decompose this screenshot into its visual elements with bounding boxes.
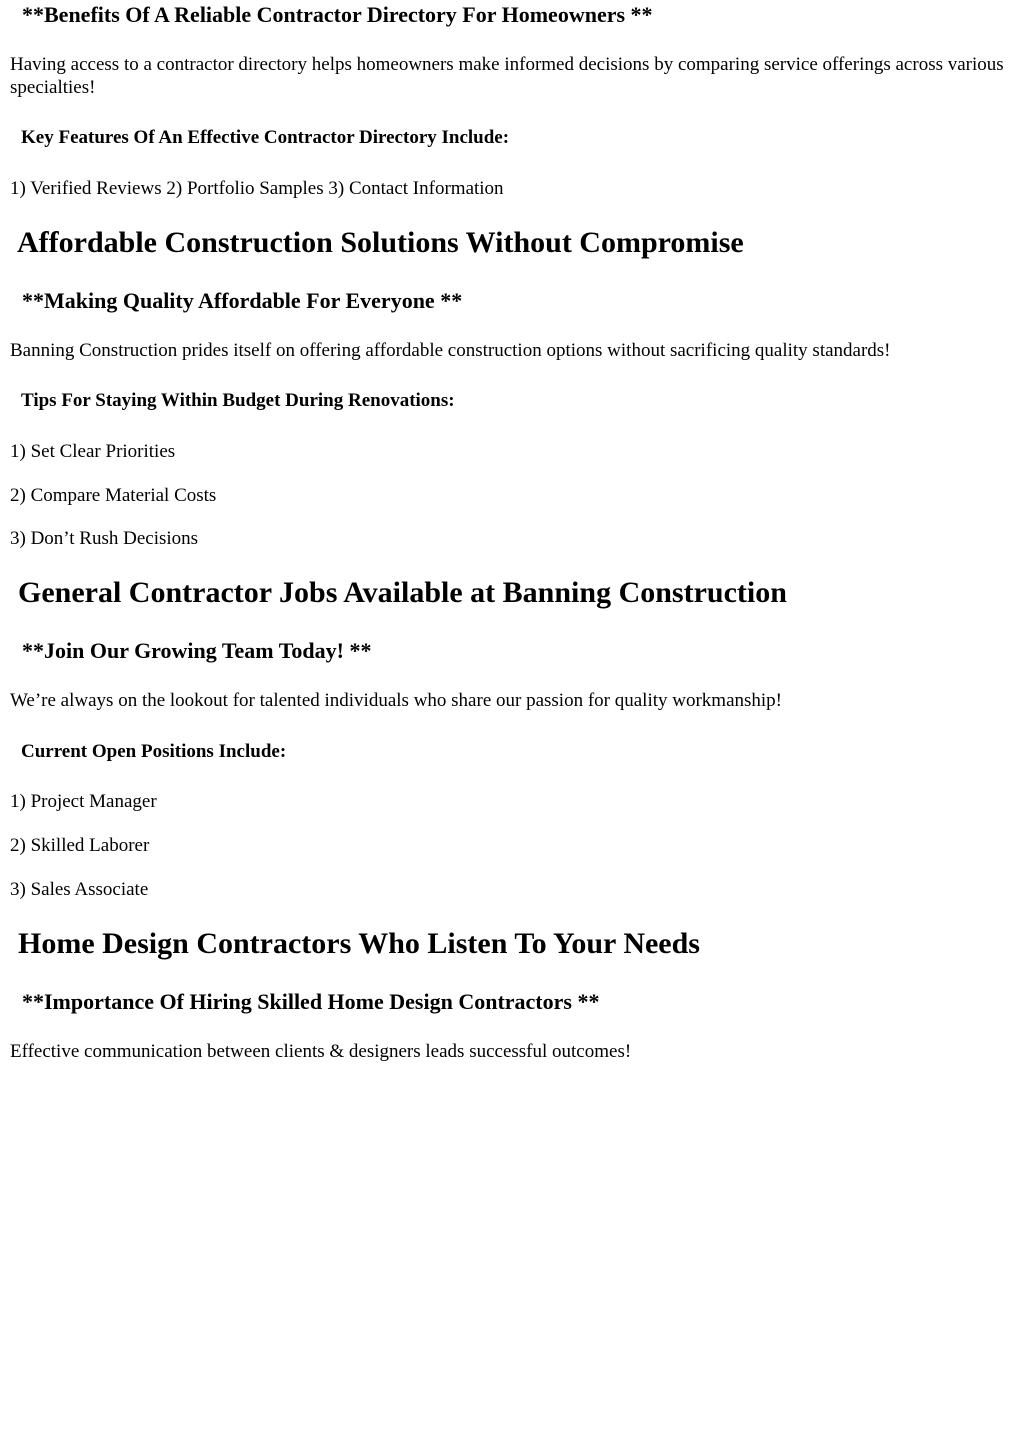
home-design-subheading: **Importance Of Hiring Skilled Home Design Contractors ** (22, 989, 600, 1014)
open-positions-heading: Current Open Positions Include: (21, 741, 287, 762)
budget-tips-heading: Tips For Staying Within Budget During Renovations: (21, 390, 455, 411)
open-position-item: 1) Project Manager (10, 791, 157, 812)
open-position-item: 2) Skilled Laborer (10, 835, 150, 856)
affordable-paragraph: Banning Construction prides itself on offering affordable construction options without sacrificing quality standards! (10, 340, 891, 361)
benefits-subheading: **Benefits Of A Reliable Contractor Directory For Homeowners ** (22, 2, 653, 27)
budget-tip-item: 3) Don’t Rush Decisions (10, 528, 199, 549)
affordable-heading: Affordable Construction Solutions Without Compromise (17, 226, 744, 259)
home-design-paragraph: Effective communication between clients & designers leads successful outcomes! (10, 1041, 632, 1062)
jobs-subheading: **Join Our Growing Team Today! ** (22, 638, 372, 663)
key-features-list: 1) Verified Reviews 2) Portfolio Samples 3) Contact Information (10, 178, 504, 199)
open-position-item: 3) Sales Associate (10, 879, 149, 900)
budget-tip-item: 1) Set Clear Priorities (10, 441, 176, 462)
jobs-paragraph: We’re always on the lookout for talented individuals who share our passion for quality workmanship! (10, 690, 783, 711)
benefits-paragraph: Having access to a contractor directory helps homeowners make informed decisions by comparing service offerings across various specialties! (10, 54, 1004, 98)
affordable-subheading: **Making Quality Affordable For Everyone ** (22, 288, 463, 313)
home-design-heading: Home Design Contractors Who Listen To Your Needs (18, 927, 700, 960)
key-features-heading: Key Features Of An Effective Contractor Directory Include: (21, 127, 510, 148)
jobs-heading: General Contractor Jobs Available at Banning Construction (18, 576, 787, 609)
budget-tip-item: 2) Compare Material Costs (10, 485, 217, 506)
